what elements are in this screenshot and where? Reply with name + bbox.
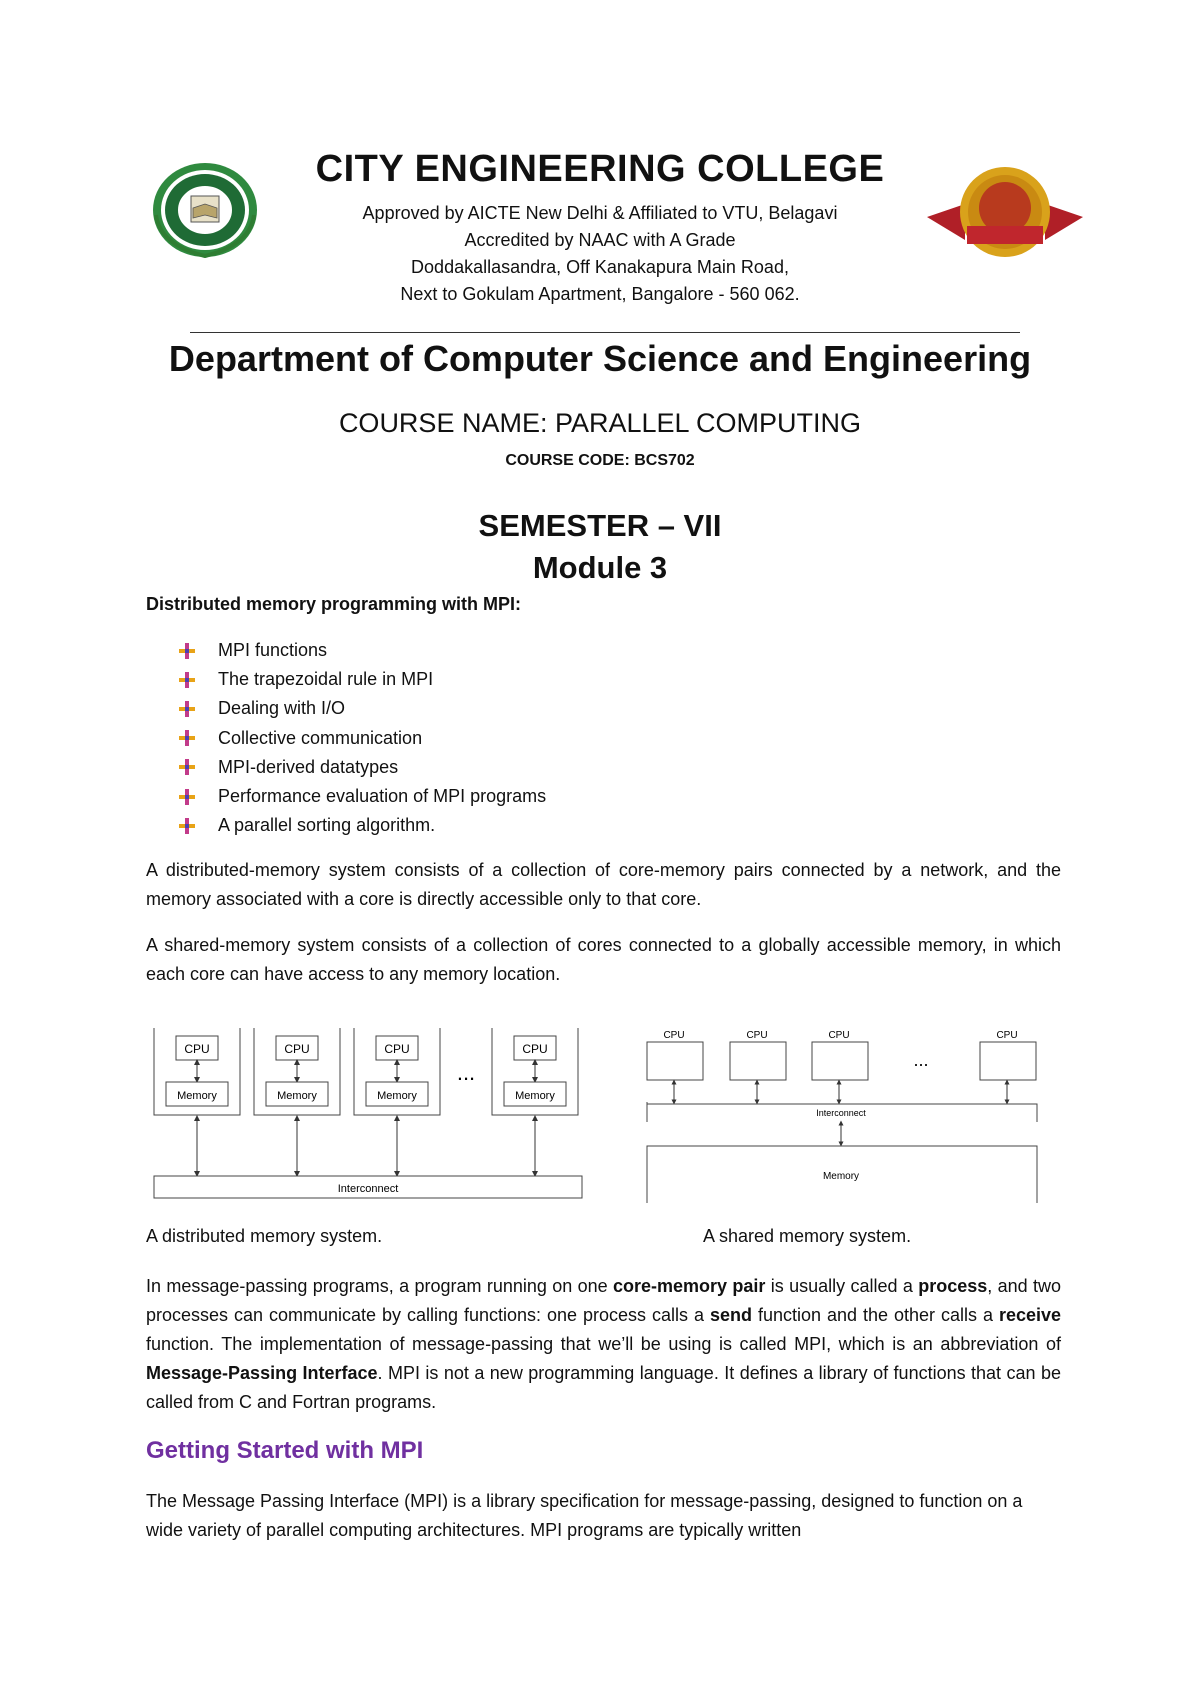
bold-term: receive [998,1305,1062,1325]
node-2 [254,1028,340,1174]
module-title: Module 3 [532,550,668,585]
distributed-memory-diagram [150,1028,590,1203]
cpu-label: CPU [384,1042,410,1056]
memory-label: Memory [822,1171,860,1182]
semester-title: SEMESTER – VII [478,508,722,543]
memory-label: Memory [377,1090,417,1102]
distributed-caption: A distributed memory system. [146,1226,383,1246]
topic-label: The trapezoidal rule in MPI [218,669,434,690]
topic-label: Collective communication [218,727,423,748]
topic-label: MPI functions [218,640,328,660]
text-run: , and two processes can communicate by calling functions: one process calls a [146,1276,1061,1325]
cpu-label: CPU [996,1030,1018,1041]
cpu-label: CPU [746,1030,768,1041]
list-item [178,636,546,665]
address-line-2: Next to Gokulam Apartment, Bangalore - 560 062. [400,284,800,304]
topic-label: A parallel sorting algorithm. [218,815,436,836]
cpu-box [730,1042,786,1080]
approval-line: Approved by AICTE New Delhi & Affiliated to VTU, Belagavi [362,203,838,223]
node-1 [154,1028,240,1174]
topic-label: Performance evaluation of MPI programs [218,785,547,806]
shared-memory-diagram [645,1028,1045,1208]
bold-term: core-memory pair [613,1276,766,1296]
mpi-intro-paragraph: The Message Passing Interface (MPI) is a library specification for message-passing, designed to function on a wide variety of parallel computing architectures. MPI programs are typically written [146,1491,1023,1540]
cpu-box [647,1042,703,1080]
distributed-memory-paragraph: A distributed-memory system consists of a collection of core-memory pairs connected by a network, and the memory associated with a core is directly accessible only to that core. [146,860,1061,909]
plus-bullet-icon [178,700,196,718]
memory-label: Memory [177,1090,217,1102]
shared-caption: A shared memory system. [703,1226,912,1246]
cpu-label: CPU [828,1030,850,1041]
topic-label: MPI-derived datatypes [218,756,399,777]
shared-memory-paragraph: A shared-memory system consists of a collection of cores connected to a globally accessible memory, in which each core can have access to any memory location. [146,935,1061,984]
section-heading: Distributed memory programming with MPI: [146,594,522,614]
cpu-label: CPU [284,1042,310,1056]
college-name: CITY ENGINEERING COLLEGE [315,148,885,190]
list-item [178,782,546,811]
cpu-label: CPU [522,1042,548,1056]
text-run: function and the other calls a [752,1305,999,1325]
address-line-1: Doddakallasandra, Off Kanakapura Main Road, [411,257,789,277]
accreditation-line: Accredited by NAAC with A Grade [464,230,736,250]
topic-label: Dealing with I/O [218,698,346,719]
list-item [178,694,546,723]
plus-bullet-icon [178,758,196,776]
plus-bullet-icon [178,642,196,660]
list-item [178,665,546,694]
plus-bullet-icon [178,788,196,806]
ellipsis-label: ... [456,1060,476,1085]
getting-started-heading: Getting Started with MPI [146,1437,424,1464]
list-item [178,753,546,782]
memory-label: Memory [515,1090,555,1102]
text-run: In message-passing programs, a program running on one [146,1276,614,1296]
bold-term: process [918,1276,988,1296]
list-item [178,724,546,753]
node-3 [354,1028,440,1174]
plus-bullet-icon [178,817,196,835]
cpu-box [980,1042,1036,1080]
memory-label: Memory [277,1090,317,1102]
interconnect-label: Interconnect [337,1183,399,1195]
plus-bullet-icon [178,729,196,747]
message-passing-paragraph [146,1272,1061,1417]
plus-bullet-icon [178,671,196,689]
cpu-label: CPU [184,1042,210,1056]
ellipsis-label: ... [913,1050,929,1070]
text-run: is usually called a [765,1276,919,1296]
cpu-box [812,1042,868,1080]
text-run: . MPI is not a new programming language. It defines a library of functions that can be called from C and Fortran programs. [146,1363,1061,1412]
text-run: function. The implementation of message-passing that we’ll be using is called MPI, which is an abbreviation of [146,1334,1061,1354]
node-4 [492,1028,578,1174]
bold-term: send [709,1305,752,1325]
topic-list [178,636,546,840]
course-name: COURSE NAME: PARALLEL COMPUTING [338,408,862,438]
list-item [178,811,546,840]
department-title: Department of Computer Science and Engineering [168,338,1032,379]
interconnect-label: Interconnect [816,1108,866,1118]
cpu-label: CPU [663,1030,685,1041]
header-divider [190,332,1020,333]
course-code: COURSE CODE: BCS702 [505,452,695,469]
bold-term: Message-Passing Interface [146,1363,378,1383]
